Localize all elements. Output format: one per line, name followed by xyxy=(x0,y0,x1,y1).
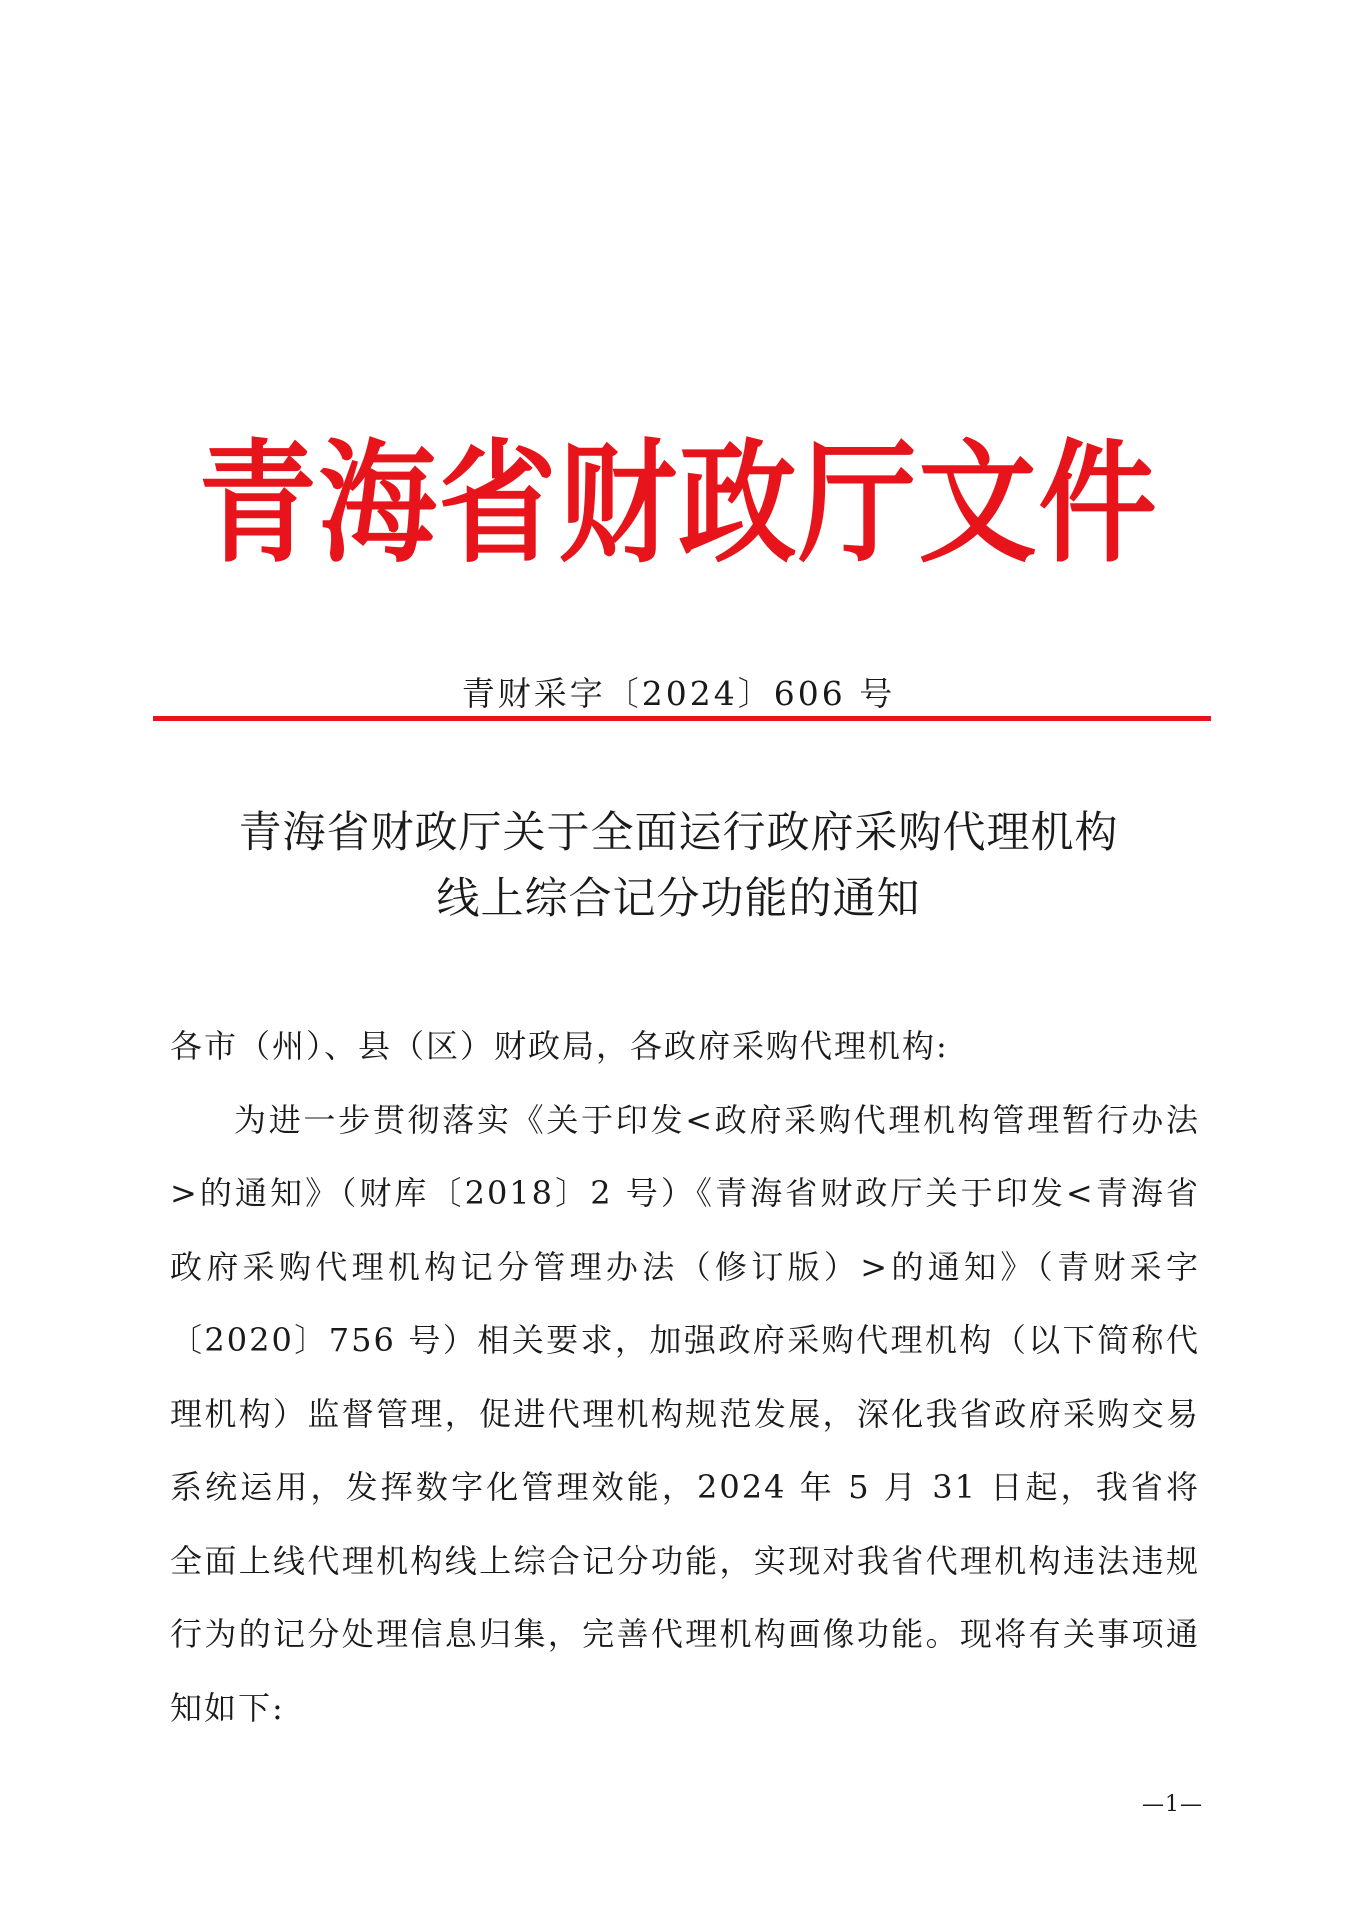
salutation: 各市（州）、县（区）财政局，各政府采购代理机构: xyxy=(170,1027,949,1065)
body-paragraph: 为进一步贯彻落实《关于印发<政府采购代理机构管理暂行办法>的通知》（财库〔2018〕2 号）《青海省财政厅关于印发<青海省政府采购代理机构记分管理办法（修订版）>的通知》（青财采字〔2020〕756 号）相关要求，加强政府采购代理机构（以下简称代理机构）监督管理，促进代理机构规范发展，深化我省政府采购交易系统运用，发挥数字化管理效能，2024 年 5 月 31 日起，我省将全面上线代理机构线上综合记分功能，实现对我省代理机构违法违规行为的记分处理信息归集，完善代理机构画像功能。现将有关事项通知如下: xyxy=(170,1100,1200,1727)
red-divider-line xyxy=(153,716,1211,721)
notice-title-line-2: 线上综合记分功能的通知 xyxy=(436,874,921,924)
notice-title xyxy=(0,800,1357,932)
masthead-title: 青海省财政厅文件 xyxy=(198,425,1159,581)
notice-body xyxy=(170,1010,1200,1745)
page-number: —1— xyxy=(1142,1792,1203,1817)
notice-title-line-1: 青海省财政厅关于全面运行政府采购代理机构 xyxy=(238,808,1119,858)
document-number: 青财采字〔2024〕606 号 xyxy=(461,674,896,713)
